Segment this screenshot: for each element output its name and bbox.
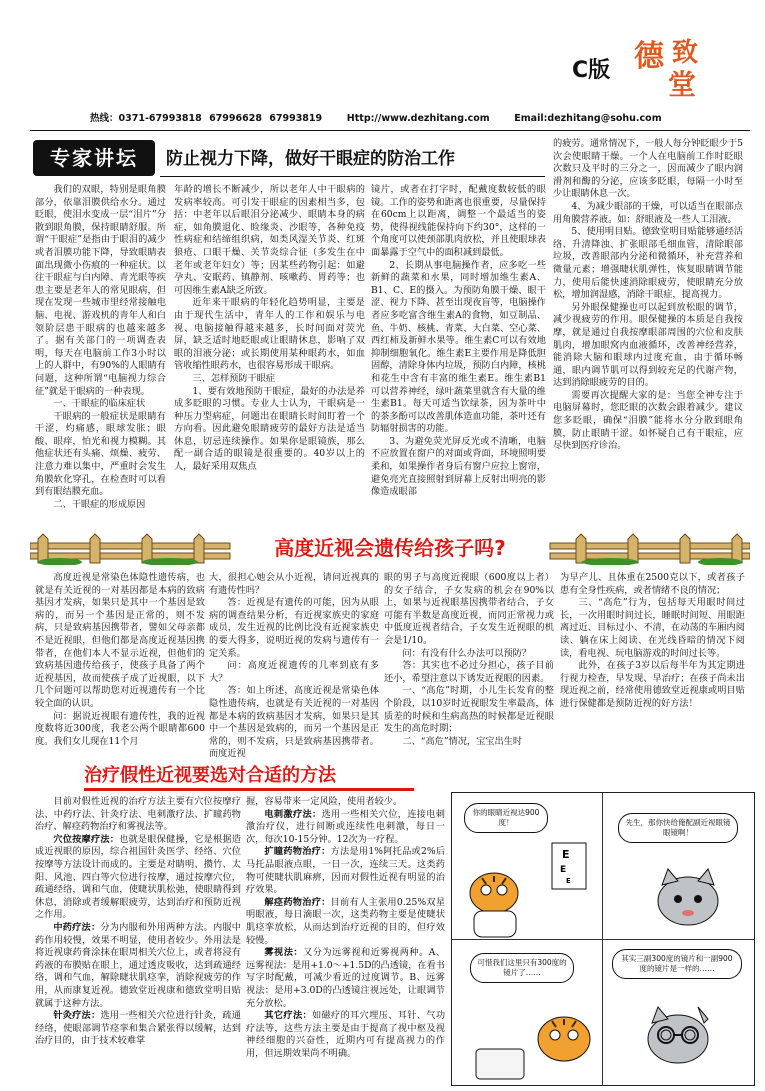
paragraph: 针灸疗法：选用一些相关穴位进行针灸，疏通经络，使眼部调节痉挛和集合紧张得以缓解，达到治疗目的，由于技术较难掌 bbox=[35, 1010, 241, 1047]
paragraph: 我们的双眼，特别是眼角膜部分，依靠泪膜供给水分。通过眨眼，使泪水变成一层“泪片”分散到眼角膜，保持眼睛舒服。所谓“干眼症”是指由于眼泪的减少或者泪膜功能下降，导致眼睛表面出现微小伤痕的一种症状。以往干眼症与白内障、青光眼等疾患主要是老年人的常见眼病，但现在发现一些城市里经常接触电脑、电视、游戏机的青年人和白领阶层患干眼病的也越来越多了。据有关部门的一项调查表明，每天在电脑前工作3小时以上的人群中，有90%的人眼睛有问题，这种所谓“电脑视力综合征”就是干眼病的一种表现。 bbox=[35, 184, 166, 397]
paragraph: 握，容易带来一定风险，使用者较少。 bbox=[246, 796, 403, 807]
speech-bubble: 其实三副300度的镜片和一副900度的镜片是一样的…… bbox=[612, 949, 742, 979]
article1-column-2 bbox=[174, 184, 365, 510]
paragraph: 电刺激疗法：选用一些相关穴位，连接电刺激治疗仪，进行间断或连续性电刺激，每日一次，每次10-15分钟。12次为一疗程。 bbox=[246, 808, 445, 845]
logo-char-2: 致 bbox=[672, 38, 699, 68]
contact-bar bbox=[90, 113, 662, 125]
subheading: 一、干眼症的临床症状 bbox=[53, 398, 146, 410]
website-link[interactable]: Http://www.dezhitang.com bbox=[346, 113, 490, 124]
subheading: 二、干眼症的形成原因 bbox=[53, 498, 146, 510]
eye-chart-letter: E bbox=[562, 848, 570, 861]
paragraph: 大，很担心她会从小近视，请问近视真的有遗传性吗？ bbox=[209, 572, 379, 596]
speech-bubble: 你的眼睛近视达900度！ bbox=[464, 803, 548, 833]
paragraph: 另外眼保健操也可以起到放松眼的调节，减少视疲劳的作用。眼保健操的本质是自我按摩，就是通过自我按摩眼部周围的穴位和皮肤肌肉，增加眼窝内血液循环，改善神经营养，能消除大脑和眼球内过度充血，由于循环畅通，眼内调节肌可以得到较充足的代谢产物，达到消除眼疲劳的目的。 bbox=[553, 301, 743, 389]
paragraph: 近年来干眼病的年轻化趋势明显，主要是由于现代生活中，青年人的工作和娱乐与电视、电脑接触得越来越多，长时间面对荧光屏，缺乏适时地眨眼或让眼睛休息，影响了双眼的泪液分泌；或长期使用某种眼药水，如血管收缩性眼药水，也很容易形成干眼病。 bbox=[174, 297, 365, 372]
email-link[interactable]: Email:dezhitang@sohu.com bbox=[514, 113, 662, 124]
paragraph: 4、为减少眼部的干燥，可以适当在眼部点用角膜营养液。如：舒眼液及一些人工泪液。 bbox=[553, 200, 743, 225]
article2-column-2 bbox=[209, 572, 379, 760]
edition-label: C版 bbox=[572, 58, 611, 83]
paragraph: 3、为避免荧光屏反光或不清晰，电脑不应放置在窗户的对面或背面，环境照明要柔和，如果操作者身后有窗户应拉上窗帘，避免亮光直接照射到屏幕上反射出明亮的影像造成眼部 bbox=[371, 435, 546, 498]
article3-column-1 bbox=[35, 796, 241, 1086]
cat-with-glasses bbox=[648, 1007, 708, 1063]
article3-column-2 bbox=[246, 796, 445, 1086]
paragraph: 镜片，或者在打字时，配戴度数较低的眼镜。工作的姿势和距离也很重要，尽量保持在60cm上以距离，调整一个最适当的姿势，使得视线能保持向下约30°，这样的一个角度可以使颈部肌肉放松，并且使眼球表面暴露于空气中的面积减到最低。 bbox=[371, 184, 546, 258]
comic-strip bbox=[451, 792, 755, 1086]
cat-patient bbox=[658, 869, 718, 925]
paragraph: 年龄的增长不断减少，所以老年人中干眼病的发病率较高。可引发干眼症的因素相当多，包括：中老年以后眼泪分泌减少、眼睛本身的病症，如角膜退化、睑缘炎、沙眼等，各种免疫性病症和结缔组织病，如类风湿关节炎、红斑狼疮、口眼干燥、关节炎综合征（多发生在中老年或老年妇女）等；因某些药物引起：如避孕丸、安眠药、镇静剂、咳嗽药、胃药等；也可因维生素A缺乏所致。 bbox=[174, 184, 365, 296]
paragraph: 问：高度近视遗传的几率到底有多大？ bbox=[209, 660, 379, 684]
article3-title: 治疗假性近视要选对合适的方法 bbox=[84, 765, 336, 786]
paragraph: 为早产儿、且体重在2500克以下，或者孩子患有全身性疾病，或者情绪不良的情况； bbox=[560, 572, 745, 596]
paragraph: 雾视法：又分为远雾视和近雾视两种。A、远雾视法：是用+1.0～+1.5D的凸透镜，在看书写字时配戴，可减少看近的过度调节。B、远雾视法：是用+3.0D的凸透镜注视远处，让眼调节充分放松。 bbox=[246, 947, 445, 1009]
eye-chart-letter: E bbox=[566, 877, 571, 885]
paragraph: 解痉药物治疗：目前有人主张用0.25%双星明眼液，每日滴眼一次，这类药物主要是使睫状肌痉挛放松，从而达到治疗近视的目的，但疗效较慢。 bbox=[246, 896, 445, 946]
paragraph: 需要再次提醒大家的是：当您全神专注于电脑屏幕时，您眨眼的次数会跟着减少。建议您多眨眼，确保“泪膜”能将水分分散到眼角膜，防止眼睛干涩。如怀疑自己有干眼症，应尽快到医疗诊治。 bbox=[553, 389, 743, 452]
paragraph: 穴位按摩疗法：也就是眼保健操，它是根据造成近视眼的原因，综合祖国针灸医学、经络、穴位按摩等方法设计而成的。主要是对睛明、攒竹、太阳、风池、四白等穴位进行按摩，通过按摩穴位，疏通经络，调和气血，使睫状肌松弛，使眼睛得到休息，消除或者缓解眼疲劳，达到治疗和预防近视之作用。 bbox=[35, 833, 241, 921]
method-label: 其它疗法： bbox=[264, 1010, 313, 1022]
tiger-doctor bbox=[476, 1017, 590, 1079]
paragraph: 干眼病的一般症状是眼睛有干涩，灼痛感，眼球发胀；眼酸、眼痒，怕光和视力模糊。其他症状还有头痛、烦燥、疲劳、注意力难以集中，严重时会发生角膜软化穿孔，在检查时可以看到有眼结膜充血。 bbox=[35, 410, 166, 498]
subheading: 三、怎样预防干眼症 bbox=[192, 372, 276, 384]
article1-title: 防止视力下降，做好干眼症的防治工作 bbox=[166, 149, 455, 169]
paragraph: 答：如上所述，高度近视是常染色体隐性遗传病，也就是有关近视的一对基因都是本病的致病基因才发病，如果只是其中一个基因是致病的，而另一个基因是正常的，则不发病，只是致病基因携带者。而度近视 bbox=[209, 685, 379, 760]
paragraph: 此外，在孩子3岁以后每半年为其定期进行视力检查，早发现、早治疗；在孩子尚未出现近视之前，经常使用德致堂近视康或明目贴进行保健都是预防近视的好方法！ bbox=[560, 660, 745, 709]
logo-char-3: 堂 bbox=[668, 68, 697, 101]
paragraph: 答：近视是有遗传的可能，因为从眼病的调查结果分析，有近视家族史的家庭成员，发生近视的比例比没有近视家族史的要大得多，说明近视的发病与遗传有一定关系。 bbox=[209, 597, 379, 659]
speech-bubble: 可惜我们这里只有300度的镜片了…… bbox=[470, 953, 574, 983]
brand-logo bbox=[634, 36, 708, 110]
method-label: 扩瞳药物治疗： bbox=[264, 846, 331, 858]
article2-column-1 bbox=[35, 572, 205, 760]
hotline-text: 热线：0371-67993818 67996628 67993819 bbox=[90, 113, 323, 124]
method-label: 穴位按摩疗法： bbox=[53, 833, 120, 845]
method-label: 解痉药物治疗： bbox=[264, 896, 331, 908]
paragraph: 高度近视是常染色体隐性遗传病，也就是有关近视的一对基因都是本病的致病基因才发病，如果只是其中一个基因是致病的，而另一个基因是正常的，则不发病，只是致病基因携带者，譬如父母亲都不是近视眼，但他们都是高度近视基因携带者，在他们本人不显示近视，但他们的致病基因遗传给孩子，使孩子具备了两个近视基因，故而使孩子成了近视眼，以下几个问题可以帮助您对近视遗传有一个比较全面的认识。 bbox=[35, 572, 205, 709]
tiger-doctor bbox=[470, 873, 518, 937]
paragraph: 1、要有效地预防干眼症，最好的办法是养成多眨眼的习惯。专业人士认为，干眼病是一种压力型病症，问题出在眼睛长时间盯着一个方向看。因此避免眼睛疲劳的最好方法是适当休息，切忌连续操作。如果你是眼镜族，那么配一副合适的眼镜是很重要的。40岁以上的人，最好采用双焦点 bbox=[174, 385, 365, 473]
article1-column-3 bbox=[371, 184, 546, 530]
paragraph: 答：其实也不必过分担心，孩子目前还小，希望注意以下诱发近视眼的因素。 bbox=[384, 660, 554, 684]
paragraph: 目前对假性近视的治疗方法主要有穴位按摩疗法、中药疗法、针灸疗法、电刺激疗法、扩瞳药物治疗、解痉药物治疗和雾视法等。 bbox=[35, 796, 241, 833]
article1-title-underline bbox=[160, 176, 545, 177]
paragraph: 二、“高危”情况，宝宝出生时 bbox=[402, 735, 523, 747]
article3-title-underline bbox=[84, 788, 414, 791]
article2-title: 高度近视会遗传给孩子吗? bbox=[274, 536, 506, 560]
paragraph: 的疲劳。通常情况下，一般人每分钟眨眼少于5次会使眼睛干燥。一个人在电脑前工作时眨眼次数只及平时的三分之一，因而减少了眼内润滑剂和酶的分泌，应该多眨眼，每隔一小时至少让眼睛休息一次。 bbox=[553, 138, 743, 200]
article1-column-4 bbox=[553, 138, 743, 530]
method-label: 电刺激疗法： bbox=[264, 808, 322, 820]
method-label: 雾视法： bbox=[264, 947, 304, 959]
paragraph: 其它疗法：如磁疗的耳穴埋压、耳针、气功疗法等，这些方法主要是由于提高了视中枢及视神经细胞的兴奋性，近期内可有提高视力的作用，但远期效果尚不明确。 bbox=[246, 1010, 445, 1059]
paragraph: 问：据说近视眼有遗传性，我的近视度数将近300度，我老公两个眼睛都600度。我们女儿现在11个月 bbox=[35, 710, 205, 747]
section-tag: 专家讲坛 bbox=[33, 140, 155, 176]
paragraph: 眼的男子与高度近视眼（600度以上者）的女子结合，子女发病的机会在90%以上，如果与近视眼基因携带者结合，子女可能有半数是高度近视，而同正常视力或中低度近视者结合，子女发生近视眼的机会是1/10。 bbox=[384, 572, 554, 646]
paragraph: 2、长期从事电脑操作者，应多吃一些新鲜的蔬菜和水果，同时增加维生素A、B1、C、E的摄入。为预防角膜干燥、眼干涩、视力下降、甚至出现夜盲等，电脑操作者应多吃富含维生素A的食物，如豆制品、鱼、牛奶、核桃、青菜、大白菜、空心菜、西红柿及新鲜水果等。维生素C可以有效地抑制细胞氧化。维生素E主要作用是降低胆固醇，清除身体内垃圾，预防白内障，核桃和花生中含有丰富的维生素E。维生素B1可以营养神经，绿叶蔬菜里就含有大量的维生素B1。每天可适当饮绿茶，因为茶叶中的茶多酚可以改善肌体造血功能，茶叶还有防辐射损害的功能。 bbox=[371, 259, 546, 435]
article2-column-3 bbox=[384, 572, 554, 760]
header-rule bbox=[30, 130, 750, 131]
paragraph: 问：有没有什么办法可以预防？ bbox=[402, 647, 532, 659]
paragraph: 5、使用明目贴。德致堂明目贴能够通经活络、升清降浊、扩张眼部毛细血管，清除眼部垃圾，改善眼部内分泌和微循环，补充营养和微量元素；增强睫状肌弹性，恢复眼睛调节能力，使用后能快速消除眼疲劳，使眼睛充分放松，增加润湿感，消除干眼症，提高视力。 bbox=[553, 226, 743, 301]
method-label: 针灸疗法： bbox=[53, 1010, 101, 1022]
article1-column-1 bbox=[35, 184, 166, 510]
speech-bubble: 先生，那你快给俺配副近视眼镜眼镜啊！ bbox=[618, 813, 738, 843]
paragraph: 扩瞳药物治疗：方法是用1%阿托品或2%后马托品眼液点眼，一日一次，连续三天。这类药物可使睫状肌麻痹，因而对假性近视有明显的治疗效果。 bbox=[246, 846, 445, 896]
logo-char-1: 德 bbox=[634, 39, 664, 74]
paragraph: 一、“高危”时期，小儿生长发育的整个阶段，以10岁时近视眼发生率最高，体质差的时候和生病高热的时候都是近视眼发生的高危时期； bbox=[384, 685, 554, 735]
article2-column-4 bbox=[560, 572, 745, 760]
paragraph: 中药疗法：分为内服和外用两种方法。内服中药作用较慢，效果不明显，使用者较少。外用法是将近视康药膏涂抹在眼周相关穴位上，或者将浸有药液的布膜贴在眼上，通过透皮吸收，达到疏通经络，调和气血，解除睫状肌痉挛，消除视疲劳的作用，从而康复近视。德致堂近视康和德致堂明目贴就属于这种方法。 bbox=[35, 921, 241, 1009]
paragraph: 三、“高危”行为，包括每天用眼时间过长，一次用眼时间过长，睡眠时间短、用眼距离过近、目标过小、不清，在动荡的车厢内阅读、躺在床上阅读、在光线昏暗的情况下阅读，看电视、玩电脑游戏的时间过长等。 bbox=[560, 597, 745, 659]
eye-chart-letter: E bbox=[560, 865, 567, 875]
method-label: 中药疗法： bbox=[53, 921, 101, 933]
